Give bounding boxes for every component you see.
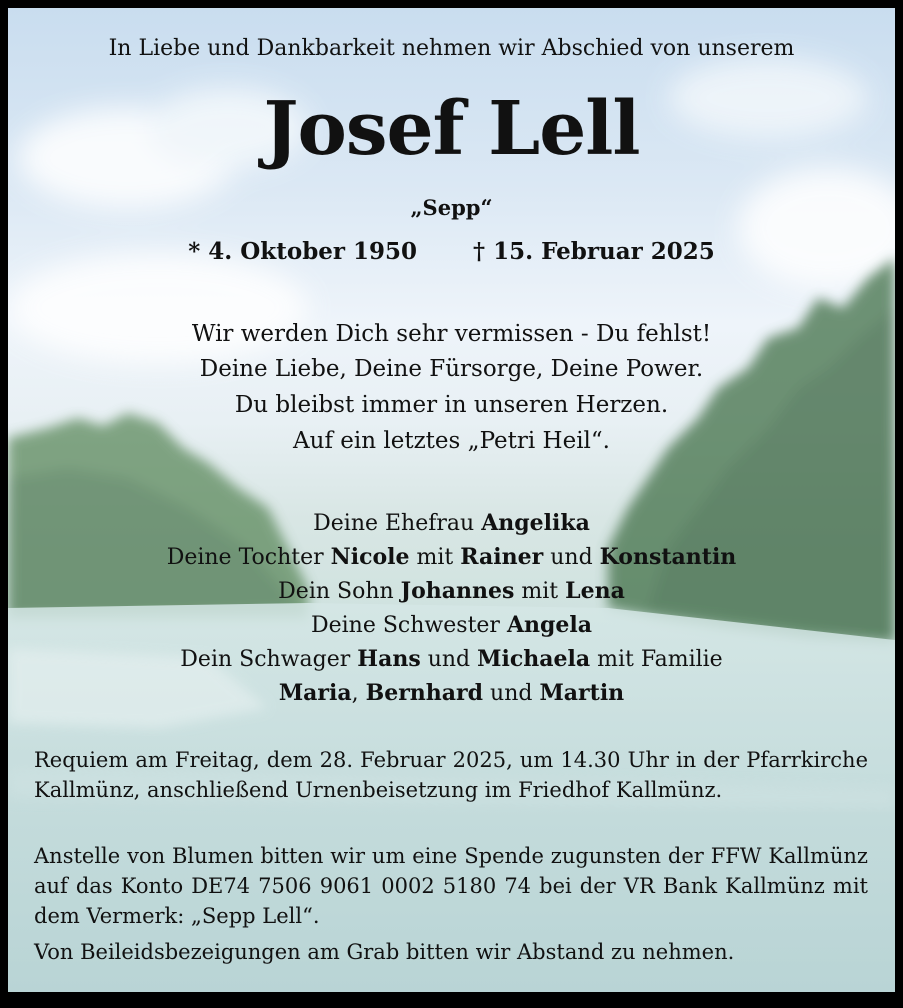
intro-line: In Liebe und Dankbarkeit nehmen wir Abschied von unserem [108,36,795,61]
obituary-notice [8,8,895,992]
family-line-son: Dein Sohn Johannes mit Lena [278,578,625,604]
verse-line: Du bleibst immer in unseren Herzen. [234,392,669,418]
requiem-paragraph: Requiem am Freitag, dem 28. Februar 2025, um 14.30 Uhr in der Pfarrkirche Kallmünz, anschließend Urnenbeisetzung im Friedhof Kallmünz. [34,748,868,802]
death-date: † 15. Februar 2025 [473,238,715,265]
family-line-brother-in-law: Dein Schwager Hans und Michaela mit Familie [180,646,723,672]
family-line-sister: Deine Schwester Angela [310,612,592,638]
life-dates [8,238,895,265]
donation-paragraph: Anstelle von Blumen bitten wir um eine Spende zugunsten der FFW Kallmünz auf das Konto DE74 7506 9061 0002 5180 74 bei der VR Bank Kallmünz mit dem Vermerk: „Sepp Lell“. [34,844,868,928]
birth-date: * 4. Oktober 1950 [188,238,418,265]
verse-line: Wir werden Dich sehr vermissen - Du fehlst! [191,321,712,347]
nickname: „Sepp“ [410,195,493,220]
condolences-paragraph: Von Beileidsbezeigungen am Grab bitten wir Abstand zu nehmen. [34,940,735,964]
deceased-name: Josef Lell [263,86,640,172]
notice-content [8,8,895,992]
verse-line: Deine Liebe, Deine Fürsorge, Deine Power. [199,356,704,382]
family-line-wife: Deine Ehefrau Angelika [313,510,590,536]
family-line-daughter: Deine Tochter Nicole mit Rainer und Konstantin [166,544,737,570]
family-line-grandchildren: Maria, Bernhard und Martin [278,680,625,706]
verse-line: Auf ein letztes „Petri Heil“. [293,428,610,454]
